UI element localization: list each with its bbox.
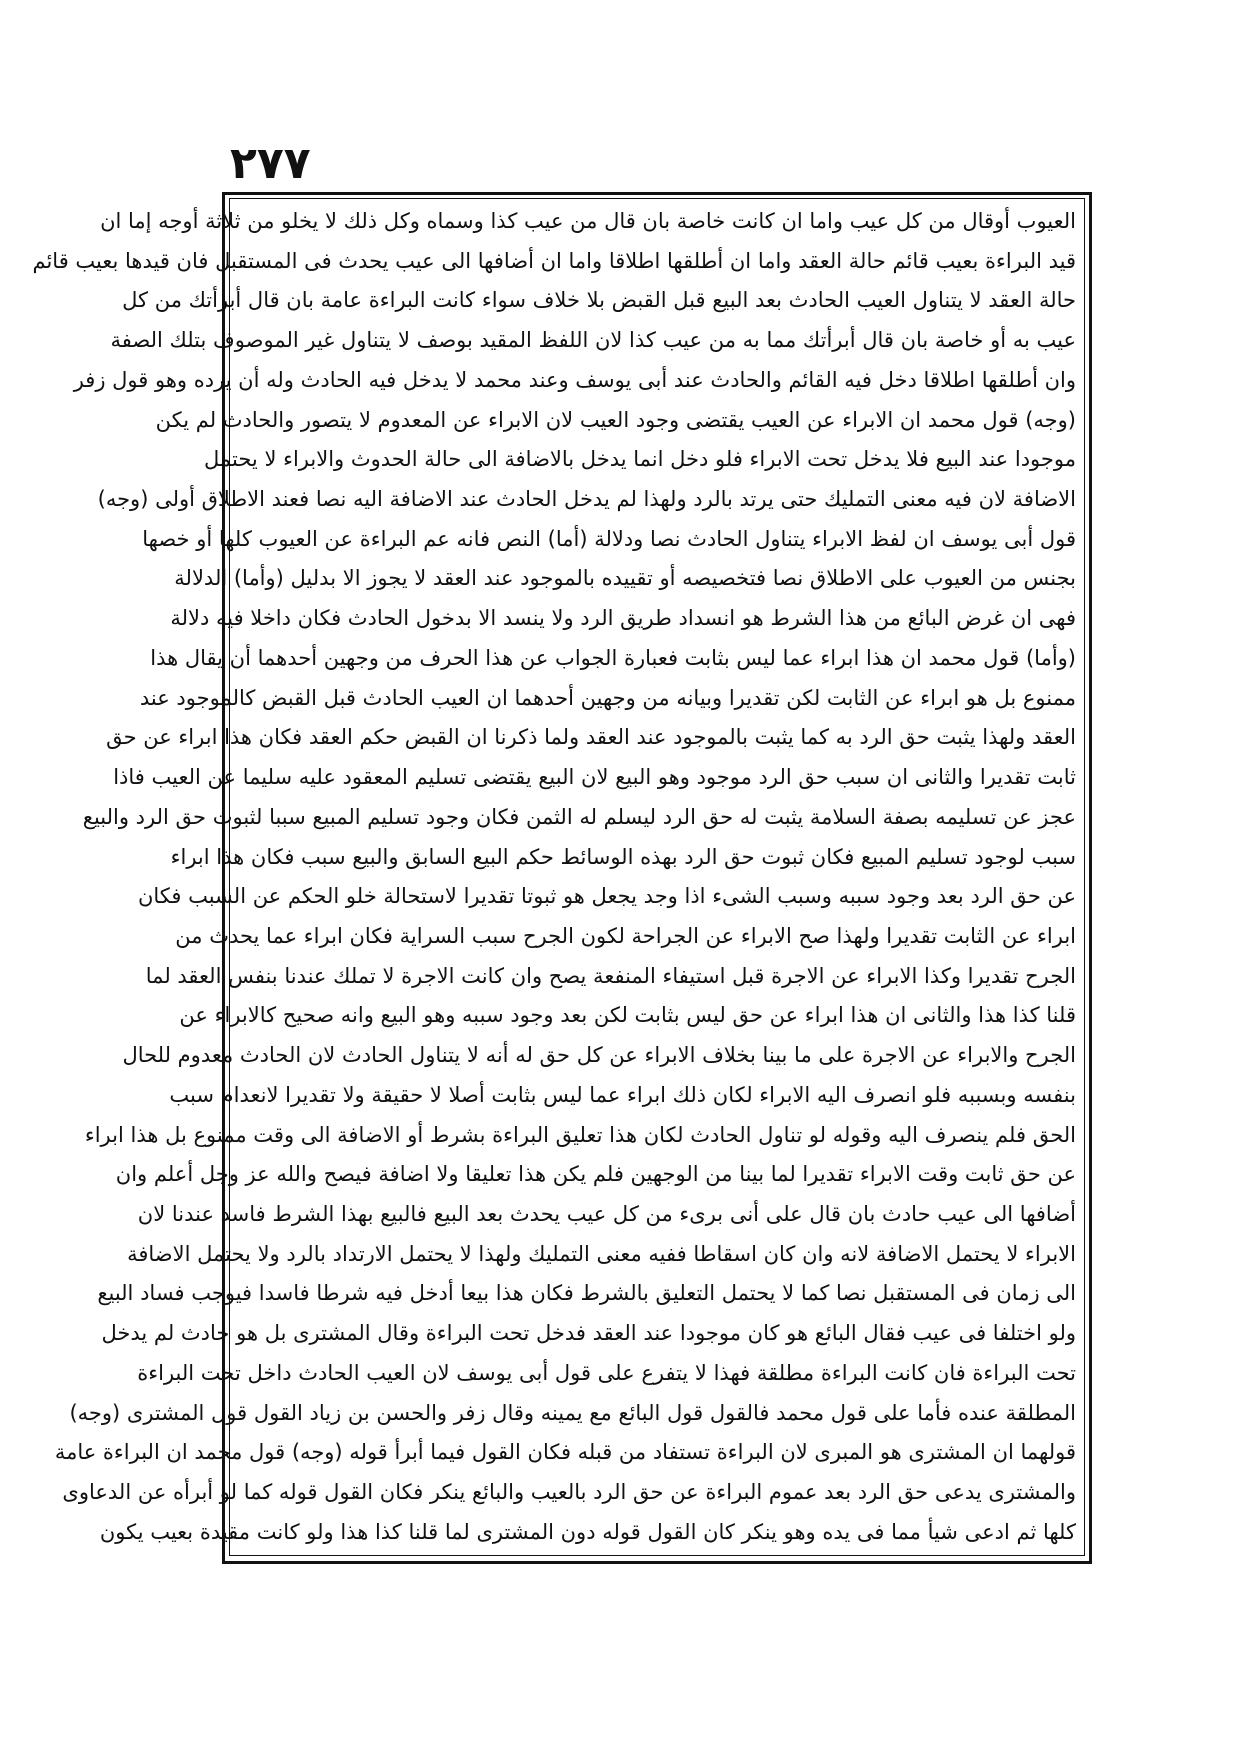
text-line: الى زمان فى المستقبل نصا كما لا يحتمل التعليق بالشرط فكان هذا بيعا أدخل فيه شرطا فاسدا فيوجب فساد البيع bbox=[97, 1281, 1076, 1306]
text-line: الجرح تقديرا وكذا الابراء عن الاجرة قبل استيفاء المنفعة يصح وان كانت الاجرة لا تملك عندنا بنفس العقد لما bbox=[145, 963, 1076, 988]
text-line: ابراء عن الثابت تقديرا ولهذا صح الابراء عن الجراحة لكون الجرح سبب السراية فكان ابراء عما يحدث من bbox=[175, 923, 1076, 948]
text-line: قلنا كذا هذا والثانى ان هذا ابراء عن حق ليس بثابت لكن بعد وجود سببه وهو البيع وانه صحيح كالابراء عن bbox=[179, 1003, 1076, 1028]
text-line: والمشترى يدعى حق الرد بعد عموم البراءة عن حق الرد بالعيب والبائع ينكر فكان القول قوله كما لو أبرأه عن الدعاوى bbox=[62, 1480, 1076, 1504]
text-line: الاضافة لان فيه معنى التمليك حتى يرتد بالرد ولهذا لم يدخل الحادث عند الاضافة اليه نصا فعند الاطلاق أولى (وجه) bbox=[97, 487, 1076, 512]
text-line: وان أطلقها اطلاقا دخل فيه القائم والحادث عند أبى يوسف وعند محمد لا يدخل فيه الحادث وله أن يرده وهو قول زفر bbox=[73, 367, 1076, 392]
text-line: موجودا عند البيع فلا يدخل تحت الابراء فلو دخل انما يدخل بالاضافة الى حالة الحدوث والابراء لا يحتمل bbox=[203, 447, 1076, 472]
text-line: قول أبى يوسف ان لفظ الابراء يتناول الحادث نصا ودلالة (أما) النص فانه عم البراءة عن العيوب كلها أو خصها bbox=[142, 526, 1076, 551]
text-line: الجرح والابراء عن الاجرة على ما بينا بخلاف الابراء عن كل حق له أنه لا يتناول الحادث لان الحادث معدوم للحال bbox=[122, 1043, 1076, 1068]
text-line: سبب لوجود تسليم المبيع فكان ثبوت حق الرد بهذه الوسائط حكم البيع السابق والبيع سبب فكان هذا ابراء bbox=[170, 844, 1076, 869]
text-line: بنفسه وبسببه فلو انصرف اليه الابراء لكان ذلك ابراء عما ليس بثابت أصلا لا حقيقة ولا تقديرا لانعدام سبب bbox=[169, 1082, 1076, 1107]
text-line: الابراء لا يحتمل الاضافة لانه وان كان اسقاطا ففيه معنى التمليك ولهذا لا يحتمل الارتداد بالرد ولا يحتمل الاضافة bbox=[127, 1241, 1076, 1266]
text-line: المطلقة عنده فأما على قول محمد فالقول قول البائع مع يمينه وقال زفر والحسن بن زياد القول قول المشترى (وجه) bbox=[69, 1400, 1076, 1425]
text-line: بجنس من العيوب على الاطلاق نصا فتخصيصه أو تقييده بالموجود عند العقد لا يجوز الا بدليل (وأما) الدلالة bbox=[174, 566, 1076, 591]
text-line: قيد البراءة بعيب قائم حالة العقد واما ان أطلقها اطلاقا واما ان أضافها الى عيب يحدث فى المستقبل فان قيدها بعيب قائم bbox=[32, 248, 1076, 273]
text-line: عن حق الرد بعد وجود سببه وسبب الشىء اذا وجد يجعل هو ثبوتا تقديرا لاستحالة خلو الحكم عن السبب فكان bbox=[137, 884, 1076, 909]
text-line: (وجه) قول محمد ان الابراء عن العيب يقتضى وجود العيب لان الابراء عن المعدوم لا يتصور والحادث لم يكن bbox=[155, 407, 1076, 432]
text-line: العيوب أوقال من كل عيب واما ان كانت خاصة بان قال من عيب كذا وسماه وكل ذلك لا يخلو من ثلاثة أوجه إما ان bbox=[100, 209, 1076, 233]
text-line: تحت البراءة فان كانت البراءة مطلقة فهذا لا يتفرع على قول أبى يوسف لان العيب الحادث داخل تحت البراءة bbox=[137, 1360, 1076, 1385]
text-block bbox=[32, 202, 1076, 1552]
text-line: ولو اختلفا فى عيب فقال البائع هو كان موجودا عند العقد فدخل تحت البراءة وقال المشترى بل هو حادث لم يدخل bbox=[101, 1321, 1076, 1346]
text-line: قولهما ان المشترى هو المبرى لان البراءة تستفاد من قبله فكان القول فيما أبرأ قوله (وجه) قول محمد ان البراءة عامة bbox=[54, 1440, 1076, 1465]
text-line: الحق فلم ينصرف اليه وقوله لو تناول الحادث لكان هذا تعليق البراءة بشرط أو الاضافة الى وقت ممنوع بل هذا ابراء bbox=[84, 1122, 1076, 1147]
text-line: عجز عن تسليمه بصفة السلامة يثبت له حق الرد ليسلم له الثمن فكان وجود تسليم المبيع سببا لثبوت حق الرد والبيع bbox=[82, 804, 1076, 829]
text-line: ثابت تقديرا والثانى ان سبب حق الرد موجود وهو البيع لان البيع يقتضى تسليم المعقود عليه سليما عن العيب فاذا bbox=[113, 765, 1076, 790]
page-number: ٢٧٧ bbox=[230, 138, 311, 189]
text-line: عن حق ثابت وقت الابراء تقديرا لما بينا من الوجهين فلم يكن هذا تعليقا ولا اضافة فيصح والله عز وجل أعلم وان bbox=[115, 1162, 1076, 1187]
text-line: ممنوع بل هو ابراء عن الثابت لكن تقديرا وبيانه من وجهين أحدهما ان العيب الحادث قبل القبض كالموجود عند bbox=[139, 685, 1076, 710]
text-line: عيب به أو خاصة بان قال أبرأتك مما به من عيب كذا لان اللفظ المقيد بوصف لا يتناول غير الموصوف بتلك الصفة bbox=[110, 328, 1076, 353]
text-line: العقد ولهذا يثبت حق الرد به كما يثبت بالموجود عند العقد ولما ذكرنا ان القبض حكم العقد فكان هذا ابراء عن حق bbox=[106, 725, 1076, 750]
text-line: (وأما) قول محمد ان هذا ابراء عما ليس بثابت فعبارة الجواب عن هذا الحرف من وجهين أحدهما أن يقال هذا bbox=[150, 645, 1076, 670]
text-line: فهى ان غرض البائع من هذا الشرط هو انسداد طريق الرد ولا ينسد الا بدخول الحادث فكان داخلا فيه دلالة bbox=[170, 606, 1076, 631]
text-line: حالة العقد لا يتناول العيب الحادث بعد البيع قبل القبض بلا خلاف سواء كانت البراءة عامة بان قال أبرأتك من كل bbox=[122, 288, 1076, 313]
text-line: كلها ثم ادعى شيأ مما فى يده وهو ينكر كان القول قوله دون المشترى لما قلنا كذا هذا ولو كانت مقيدة بعيب يكون bbox=[99, 1519, 1076, 1544]
text-line: أضافها الى عيب حادث بان قال على أنى برىء من كل عيب يحدث بعد البيع فالبيع بهذا الشرط فاسد عندنا لان bbox=[137, 1201, 1076, 1226]
